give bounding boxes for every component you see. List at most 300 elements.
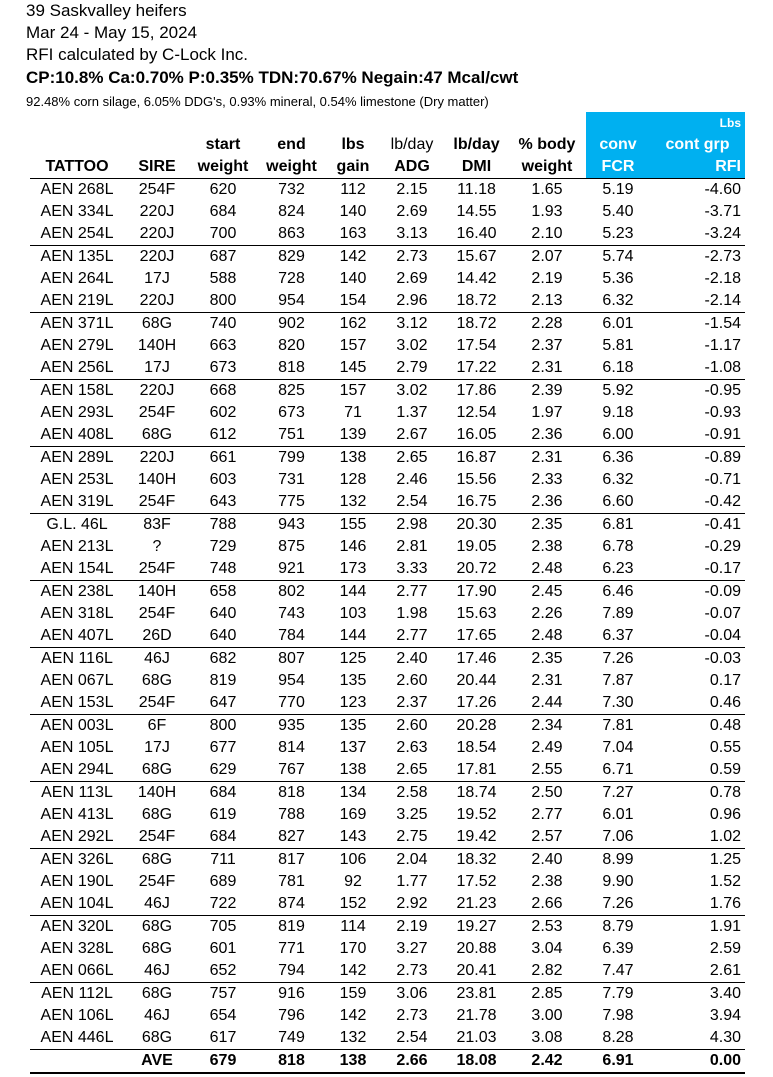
rfi-cell: 1.02 bbox=[709, 828, 741, 845]
end-weight-cell: 814 bbox=[278, 739, 305, 756]
sire-cell: 17J bbox=[144, 359, 170, 376]
end-weight-cell: 799 bbox=[260, 447, 327, 470]
start-weight-cell: 684 bbox=[209, 203, 237, 220]
table-row bbox=[30, 536, 745, 558]
gain-cell: 106 bbox=[327, 849, 383, 872]
dmi-cell: 18.72 bbox=[456, 292, 497, 309]
pct-body-weight-cell: 2.45 bbox=[512, 581, 586, 604]
gain-cell: 139 bbox=[339, 426, 367, 443]
sire-cell: ? bbox=[152, 538, 162, 555]
table-row bbox=[30, 782, 745, 805]
table-row bbox=[30, 380, 745, 403]
tattoo-cell: AEN 112L bbox=[30, 983, 128, 1006]
adg-cell: 3.13 bbox=[396, 225, 428, 242]
start-weight-cell: 684 bbox=[190, 782, 260, 805]
table-body bbox=[30, 179, 745, 1050]
fcr-cell: 6.78 bbox=[602, 538, 634, 555]
gain-cell: 128 bbox=[339, 471, 367, 488]
fcr-cell: 7.79 bbox=[586, 983, 654, 1006]
end-weight-cell: 827 bbox=[278, 828, 305, 845]
start-weight-cell: 612 bbox=[209, 426, 237, 443]
end-weight-cell: 775 bbox=[278, 493, 305, 510]
start-weight-cell: 652 bbox=[209, 962, 237, 979]
sire-cell: 254F bbox=[138, 181, 176, 198]
rfi-cell: -0.03 bbox=[654, 648, 745, 671]
dmi-cell: 17.90 bbox=[445, 581, 512, 604]
rfi-cell: 0.78 bbox=[654, 782, 745, 805]
pct-body-weight-cell: 2.31 bbox=[531, 359, 563, 376]
dmi-cell: 20.72 bbox=[456, 560, 497, 577]
pct-body-weight-cell: 2.77 bbox=[531, 806, 563, 823]
start-weight-cell: 602 bbox=[209, 404, 237, 421]
tattoo-cell: AEN 135L bbox=[30, 246, 128, 269]
start-weight-cell: 640 bbox=[209, 627, 237, 644]
gain-cell: 142 bbox=[327, 246, 383, 269]
end-weight-cell: 954 bbox=[278, 292, 305, 309]
pct-body-weight-cell: 2.82 bbox=[531, 962, 563, 979]
start-weight-cell: 643 bbox=[209, 493, 237, 510]
adg-cell: 2.75 bbox=[396, 828, 428, 845]
tattoo-cell: AEN 254L bbox=[40, 225, 114, 242]
pct-body-weight-cell: 2.37 bbox=[531, 337, 563, 354]
end-weight-cell: 802 bbox=[260, 581, 327, 604]
table-row bbox=[30, 759, 745, 782]
dmi-cell: 17.65 bbox=[456, 627, 497, 644]
end-weight-cell: 818 bbox=[260, 782, 327, 805]
table-row bbox=[30, 670, 745, 692]
gain-cell: 146 bbox=[339, 538, 367, 555]
start-weight-cell: 757 bbox=[190, 983, 260, 1006]
table-row bbox=[30, 335, 745, 357]
adg-cell: 1.77 bbox=[396, 873, 428, 890]
dmi-cell: 14.42 bbox=[456, 270, 497, 287]
gain-cell: 71 bbox=[344, 404, 362, 421]
pct-body-weight-cell: 2.36 bbox=[531, 493, 563, 510]
dmi-cell: 17.26 bbox=[456, 694, 497, 711]
end-weight-cell: 749 bbox=[278, 1029, 305, 1046]
sire-cell: 68G bbox=[141, 1029, 173, 1046]
tattoo-cell: AEN 264L bbox=[40, 270, 114, 287]
pct-body-weight-cell: 3.00 bbox=[531, 1007, 563, 1024]
gain-cell: 112 bbox=[340, 181, 366, 198]
sire-cell: 68G bbox=[128, 313, 190, 336]
dmi-cell: 15.67 bbox=[445, 246, 512, 269]
pct-body-weight-cell: 1.97 bbox=[531, 404, 563, 421]
pct-body-weight-cell: 2.31 bbox=[512, 447, 586, 470]
dmi-cell: 11.18 bbox=[457, 181, 496, 198]
sire-cell: 220J bbox=[128, 246, 190, 269]
tattoo-cell: AEN 003L bbox=[30, 715, 128, 738]
fcr-cell: 6.36 bbox=[586, 447, 654, 470]
heifer-rfi-table bbox=[30, 112, 745, 1074]
rfi-cell: 0.48 bbox=[654, 715, 745, 738]
end-weight-cell: 825 bbox=[260, 380, 327, 403]
end-weight-cell: 902 bbox=[260, 313, 327, 336]
rfi-cell: -4.60 bbox=[704, 181, 741, 198]
end-weight-cell: 817 bbox=[260, 849, 327, 872]
rfi-cell: 0.96 bbox=[709, 806, 741, 823]
dmi-cell: 17.54 bbox=[456, 337, 497, 354]
table-row bbox=[30, 938, 745, 960]
gain-cell: 157 bbox=[339, 337, 367, 354]
rfi-cell: -0.04 bbox=[704, 627, 741, 644]
gain-cell: 142 bbox=[339, 1007, 367, 1024]
end-weight-cell: 874 bbox=[278, 895, 305, 912]
adg-cell: 2.63 bbox=[396, 739, 428, 756]
start-weight-cell: 640 bbox=[209, 605, 237, 622]
gain-cell: 152 bbox=[339, 895, 367, 912]
start-weight-cell: 601 bbox=[209, 940, 237, 957]
rfi-cell: -2.18 bbox=[704, 270, 741, 287]
gain-cell: 159 bbox=[327, 983, 383, 1006]
start-weight-cell: 682 bbox=[190, 648, 260, 671]
fcr-cell: 7.98 bbox=[602, 1007, 634, 1024]
pct-body-weight-cell: 2.19 bbox=[531, 270, 563, 287]
tattoo-cell: G.L. 46L bbox=[30, 514, 128, 537]
sire-cell: 254F bbox=[138, 828, 176, 845]
pct-body-weight-cell: 2.49 bbox=[531, 739, 563, 756]
table-row bbox=[30, 715, 745, 738]
tattoo-cell: AEN 104L bbox=[40, 895, 114, 912]
end-weight-cell: 796 bbox=[278, 1007, 305, 1024]
header-row-2 bbox=[30, 134, 745, 156]
sire-cell: 254F bbox=[138, 694, 176, 711]
fcr-header: FCR bbox=[586, 156, 654, 179]
date-range: Mar 24 - May 15, 2024 bbox=[26, 23, 198, 42]
tattoo-cell: AEN 408L bbox=[40, 426, 114, 443]
dmi-cell: 18.54 bbox=[456, 739, 497, 756]
table-row bbox=[30, 246, 745, 269]
sire-cell: 17J bbox=[144, 270, 170, 287]
start-weight-cell: 800 bbox=[209, 292, 237, 309]
rfi-cell: 2.61 bbox=[709, 962, 741, 979]
table-row bbox=[30, 424, 745, 447]
pct-body-weight-cell: 2.48 bbox=[531, 560, 563, 577]
gain-cell: 143 bbox=[339, 828, 367, 845]
sire-cell: 140H bbox=[137, 471, 177, 488]
dmi-cell: 18.32 bbox=[445, 849, 512, 872]
rfi-cell: -2.14 bbox=[704, 292, 741, 309]
gain-cell: 157 bbox=[327, 380, 383, 403]
gain-header: gain bbox=[327, 156, 383, 179]
avg-start: 679 bbox=[190, 1050, 260, 1074]
adg-cell: 2.96 bbox=[396, 292, 428, 309]
fcr-cell: 8.99 bbox=[586, 849, 654, 872]
rfi-cell: -0.42 bbox=[704, 493, 741, 510]
start-weight-cell: 800 bbox=[190, 715, 260, 738]
fcr-cell: 7.04 bbox=[602, 739, 634, 756]
rfi-header-top: cont grp bbox=[654, 134, 745, 156]
start-weight-cell: 711 bbox=[190, 849, 260, 872]
tattoo-cell: AEN 253L bbox=[40, 471, 114, 488]
start-weight-cell: 687 bbox=[190, 246, 260, 269]
fcr-cell: 7.26 bbox=[602, 895, 634, 912]
sire-cell: 220J bbox=[128, 380, 190, 403]
adg-cell: 2.60 bbox=[396, 672, 428, 689]
rfi-cell: 1.25 bbox=[654, 849, 745, 872]
adg-cell: 2.77 bbox=[383, 581, 445, 604]
adg-cell: 2.73 bbox=[383, 246, 445, 269]
end-weight-cell: 770 bbox=[278, 694, 305, 711]
sire-cell: 46J bbox=[144, 1007, 170, 1024]
start-weight-cell: 788 bbox=[190, 514, 260, 537]
rfi-cell: 3.40 bbox=[654, 983, 745, 1006]
end-weight-cell: 767 bbox=[278, 761, 305, 778]
rfi-cell: -0.41 bbox=[654, 514, 745, 537]
end-weight-cell: 728 bbox=[278, 270, 305, 287]
dmi-cell: 17.46 bbox=[445, 648, 512, 671]
pct-body-weight-cell: 1.93 bbox=[531, 203, 563, 220]
table-row bbox=[30, 313, 745, 336]
rfi-cell: 0.46 bbox=[709, 694, 741, 711]
tattoo-cell: AEN 154L bbox=[40, 560, 114, 577]
sire-cell: 46J bbox=[144, 895, 170, 912]
avg-rfi: 0.00 bbox=[654, 1050, 745, 1074]
rfi-cell: -0.17 bbox=[704, 560, 741, 577]
tattoo-cell: AEN 407L bbox=[40, 627, 114, 644]
table-row bbox=[30, 491, 745, 514]
sire-cell: 220J bbox=[139, 203, 175, 220]
dmi-cell: 17.81 bbox=[456, 761, 497, 778]
end-weight-cell: 794 bbox=[278, 962, 305, 979]
tattoo-cell: AEN 294L bbox=[40, 761, 114, 778]
gain-cell: 170 bbox=[339, 940, 367, 957]
adg-header: ADG bbox=[383, 156, 445, 179]
pct-body-weight-cell: 2.26 bbox=[531, 605, 563, 622]
avg-fcr: 6.91 bbox=[586, 1050, 654, 1074]
end-weight-cell: 954 bbox=[278, 672, 305, 689]
sire-cell: 140H bbox=[128, 581, 190, 604]
start-weight-header: weight bbox=[190, 156, 260, 179]
fcr-cell: 5.36 bbox=[602, 270, 634, 287]
dmi-cell: 21.03 bbox=[456, 1029, 497, 1046]
avg-dmi: 18.08 bbox=[445, 1050, 512, 1074]
end-weight-cell: 818 bbox=[278, 359, 305, 376]
dmi-cell: 14.55 bbox=[456, 203, 497, 220]
start-weight-cell: 588 bbox=[209, 270, 237, 287]
pct-body-weight-cell: 2.50 bbox=[512, 782, 586, 805]
start-weight-cell: 677 bbox=[209, 739, 237, 756]
gain-cell: 155 bbox=[327, 514, 383, 537]
start-weight-cell: 689 bbox=[209, 873, 237, 890]
gain-cell: 135 bbox=[327, 715, 383, 738]
tattoo-cell: AEN 219L bbox=[40, 292, 114, 309]
start-weight-cell: 705 bbox=[190, 916, 260, 939]
adg-cell: 1.98 bbox=[396, 605, 428, 622]
avg-adg: 2.66 bbox=[383, 1050, 445, 1074]
fcr-cell: 7.47 bbox=[602, 962, 634, 979]
fcr-cell: 6.46 bbox=[586, 581, 654, 604]
tattoo-cell: AEN 318L bbox=[40, 605, 114, 622]
rfi-cell: 1.76 bbox=[709, 895, 741, 912]
rfi-cell: 4.30 bbox=[709, 1029, 741, 1046]
sire-header: SIRE bbox=[128, 156, 190, 179]
dmi-cell: 16.75 bbox=[456, 493, 497, 510]
table-row bbox=[30, 581, 745, 604]
pct-body-weight-cell: 2.35 bbox=[512, 514, 586, 537]
dmi-cell: 16.40 bbox=[456, 225, 497, 242]
fcr-cell: 5.19 bbox=[602, 181, 634, 198]
avg-pct: 2.42 bbox=[512, 1050, 586, 1074]
tattoo-cell: AEN 289L bbox=[30, 447, 128, 470]
dmi-cell: 20.41 bbox=[456, 962, 497, 979]
gain-cell: 142 bbox=[339, 962, 367, 979]
adg-cell: 2.58 bbox=[383, 782, 445, 805]
gain-cell: 169 bbox=[339, 806, 367, 823]
adg-cell: 2.60 bbox=[383, 715, 445, 738]
fcr-cell: 6.32 bbox=[602, 292, 634, 309]
rfi-header: RFI bbox=[654, 156, 745, 179]
average-row bbox=[30, 1050, 745, 1074]
dmi-cell: 17.22 bbox=[456, 359, 497, 376]
gain-cell: 138 bbox=[339, 761, 367, 778]
end-weight-cell: 751 bbox=[278, 426, 305, 443]
dmi-cell: 16.05 bbox=[456, 426, 497, 443]
fcr-cell: 6.71 bbox=[602, 761, 634, 778]
start-weight-cell: 819 bbox=[209, 672, 237, 689]
pct-body-weight-cell: 2.35 bbox=[512, 648, 586, 671]
avg-end: 818 bbox=[260, 1050, 327, 1074]
start-weight-cell: 740 bbox=[190, 313, 260, 336]
tattoo-cell: AEN 158L bbox=[30, 380, 128, 403]
start-weight-cell: 673 bbox=[209, 359, 237, 376]
start-weight-cell: 663 bbox=[209, 337, 237, 354]
sire-cell: 254F bbox=[138, 404, 176, 421]
dmi-cell: 17.86 bbox=[445, 380, 512, 403]
lbs-header: lbs bbox=[341, 136, 365, 153]
adg-cell: 3.27 bbox=[396, 940, 428, 957]
gain-cell: 173 bbox=[339, 560, 367, 577]
tattoo-cell: AEN 446L bbox=[40, 1029, 114, 1046]
end-weight-cell: 788 bbox=[278, 806, 305, 823]
start-weight-cell: 629 bbox=[209, 761, 237, 778]
rfi-cell: 0.59 bbox=[709, 761, 741, 778]
rfi-cell: -3.71 bbox=[704, 203, 741, 220]
end-weight-cell: 771 bbox=[278, 940, 305, 957]
adg-cell: 2.40 bbox=[383, 648, 445, 671]
gain-cell: 125 bbox=[327, 648, 383, 671]
table-row bbox=[30, 268, 745, 290]
fcr-cell: 8.28 bbox=[602, 1029, 634, 1046]
adg-cell: 3.02 bbox=[396, 337, 428, 354]
sire-cell: 46J bbox=[128, 648, 190, 671]
sire-cell: 68G bbox=[141, 806, 173, 823]
pct-header: % body bbox=[518, 136, 576, 153]
dmi-cell: 19.42 bbox=[456, 828, 497, 845]
adg-cell: 2.67 bbox=[396, 426, 428, 443]
dmi-unit-header: lb/day bbox=[453, 136, 500, 153]
pct-body-weight-cell: 2.07 bbox=[512, 246, 586, 269]
rfi-cell: -0.89 bbox=[654, 447, 745, 470]
gain-cell: 163 bbox=[339, 225, 367, 242]
table-row bbox=[30, 960, 745, 983]
fcr-cell: 7.30 bbox=[602, 694, 634, 711]
dmi-cell: 19.52 bbox=[456, 806, 497, 823]
pct-body-weight-cell: 2.10 bbox=[531, 225, 563, 242]
adg-cell: 2.37 bbox=[396, 694, 428, 711]
sire-cell: 220J bbox=[139, 292, 175, 309]
start-weight-cell: 700 bbox=[209, 225, 237, 242]
table-row bbox=[30, 916, 745, 939]
fcr-cell: 5.40 bbox=[602, 203, 634, 220]
start-weight-cell: 748 bbox=[209, 560, 237, 577]
start-weight-cell: 661 bbox=[190, 447, 260, 470]
table-row bbox=[30, 692, 745, 715]
fcr-cell: 7.27 bbox=[586, 782, 654, 805]
fcr-cell: 6.00 bbox=[602, 426, 634, 443]
fcr-cell: 5.92 bbox=[586, 380, 654, 403]
start-weight-cell: 654 bbox=[209, 1007, 237, 1024]
sire-cell: 140H bbox=[137, 337, 177, 354]
end-weight-cell: 916 bbox=[260, 983, 327, 1006]
rfi-cell: -0.93 bbox=[704, 404, 741, 421]
pct-body-weight-cell: 2.66 bbox=[531, 895, 563, 912]
dmi-cell: 21.78 bbox=[456, 1007, 497, 1024]
table-row bbox=[30, 447, 745, 470]
sire-cell: 68G bbox=[128, 849, 190, 872]
fcr-cell: 6.60 bbox=[602, 493, 634, 510]
average-label: AVE bbox=[128, 1050, 190, 1074]
fcr-cell: 6.18 bbox=[602, 359, 634, 376]
table-row bbox=[30, 514, 745, 537]
sire-cell: 68G bbox=[128, 916, 190, 939]
adg-cell: 2.54 bbox=[396, 493, 428, 510]
tattoo-cell: AEN 293L bbox=[40, 404, 114, 421]
fcr-cell: 6.01 bbox=[586, 313, 654, 336]
sire-cell: 68G bbox=[141, 426, 173, 443]
pct-body-weight-cell: 2.40 bbox=[512, 849, 586, 872]
pct-weight-header: weight bbox=[512, 156, 586, 179]
tattoo-cell: AEN 328L bbox=[40, 940, 114, 957]
tattoo-cell: AEN 320L bbox=[30, 916, 128, 939]
sire-cell: 17J bbox=[144, 739, 170, 756]
tattoo-cell: AEN 116L bbox=[30, 648, 128, 671]
header-row-1 bbox=[30, 112, 745, 134]
fcr-cell: 5.23 bbox=[602, 225, 634, 242]
end-weight-cell: 673 bbox=[278, 404, 305, 421]
start-weight-cell: 684 bbox=[209, 828, 237, 845]
pct-body-weight-cell: 2.36 bbox=[531, 426, 563, 443]
end-weight-cell: 732 bbox=[278, 181, 305, 198]
fcr-header-top: conv bbox=[586, 134, 654, 156]
header-row-3 bbox=[30, 156, 745, 179]
tattoo-cell: AEN 238L bbox=[30, 581, 128, 604]
tattoo-cell: AEN 106L bbox=[40, 1007, 114, 1024]
rfi-cell: 0.17 bbox=[709, 672, 741, 689]
adg-cell: 1.37 bbox=[396, 404, 428, 421]
table-row bbox=[30, 849, 745, 872]
adg-cell: 3.02 bbox=[383, 380, 445, 403]
dmi-cell: 19.05 bbox=[456, 538, 497, 555]
table-row bbox=[30, 648, 745, 671]
pct-body-weight-cell: 2.28 bbox=[512, 313, 586, 336]
rfi-unit-header: Lbs bbox=[654, 112, 745, 134]
table-row bbox=[30, 179, 745, 202]
sire-cell: 46J bbox=[144, 962, 170, 979]
dmi-cell: 12.54 bbox=[456, 404, 497, 421]
tattoo-cell: AEN 066L bbox=[40, 962, 114, 979]
tattoo-cell: AEN 213L bbox=[40, 538, 114, 555]
pct-body-weight-cell: 2.33 bbox=[531, 471, 563, 488]
sire-cell: 26D bbox=[142, 627, 172, 644]
gain-cell: 140 bbox=[339, 270, 367, 287]
end-weight-cell: 807 bbox=[260, 648, 327, 671]
rfi-source: RFI calculated by C-Lock Inc. bbox=[26, 45, 249, 64]
dmi-cell: 23.81 bbox=[445, 983, 512, 1006]
pct-body-weight-cell: 2.34 bbox=[512, 715, 586, 738]
dmi-cell: 17.52 bbox=[456, 873, 497, 890]
start-weight-cell: 729 bbox=[209, 538, 237, 555]
